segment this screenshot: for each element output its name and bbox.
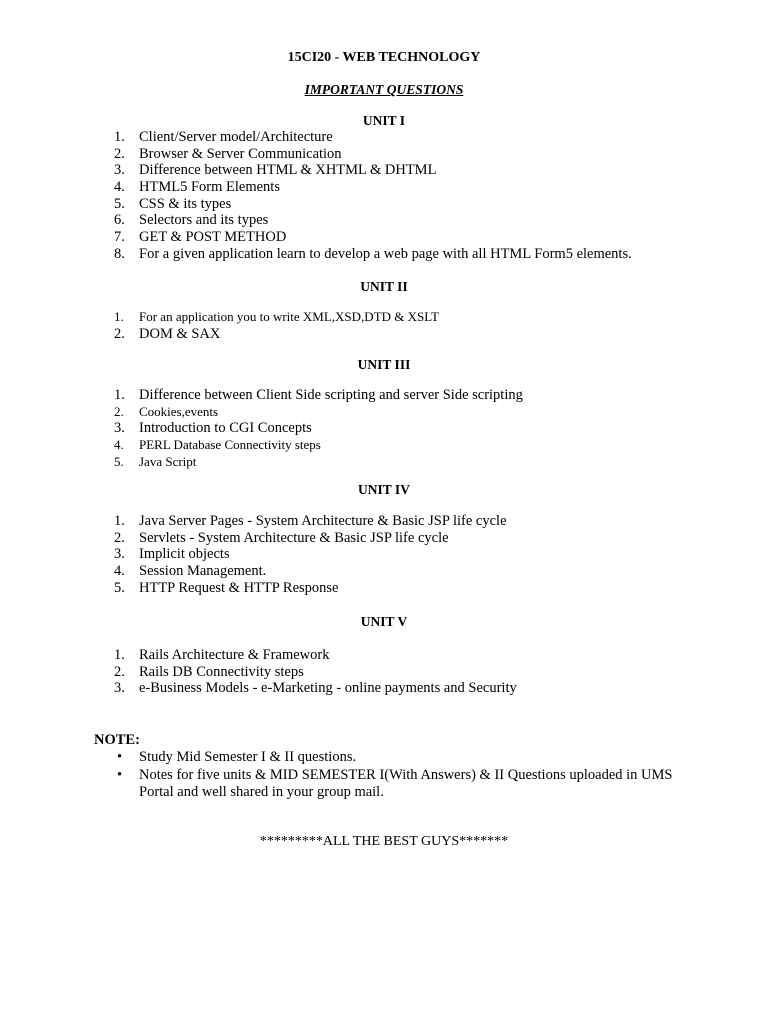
list-item: 3. Difference between HTML & XHTML & DHTML [114, 162, 437, 179]
list-item [108, 749, 679, 766]
closing-message: *********ALL THE BEST GUYS******* [259, 834, 509, 849]
question-text: Introduction to CGI Concepts [139, 420, 312, 437]
document-subtitle: IMPORTANT QUESTIONS [304, 82, 464, 97]
question-text: Session Management. [139, 563, 267, 580]
unit-3-question-list [108, 387, 523, 470]
list-item: 3. e-Business Models - e-Marketing - online payments and Security [114, 680, 517, 697]
question-text: e-Business Models - e-Marketing - online payments and Security [139, 680, 517, 697]
list-item: 5. HTTP Request & HTTP Response [114, 579, 339, 596]
list-item: 5. CSS & its types [114, 195, 232, 212]
question-text: Java Script [139, 453, 197, 469]
unit-4-question-list [108, 513, 507, 596]
question-text: For a given application learn to develop a web page with all HTML Form5 elements. [139, 245, 632, 262]
question-text: HTTP Request & HTTP Response [139, 579, 339, 596]
list-item: 4. PERL Database Connectivity steps [114, 437, 321, 453]
list-item: 2. Browser & Server Communication [114, 145, 342, 162]
list-item: 4. HTML5 Form Elements [114, 179, 280, 196]
list-item: 2. Cookies,events [114, 403, 219, 419]
list-item: 2. Servlets - System Architecture & Basic JSP life cycle [114, 529, 449, 546]
list-item [108, 767, 679, 801]
question-text: Client/Server model/Architecture [139, 129, 333, 145]
list-item: 1. Difference between Client Side scripting and server Side scripting [114, 387, 523, 403]
document-title: 15CI20 - WEB TECHNOLOGY [287, 50, 481, 65]
list-item: 3. Implicit objects [114, 546, 230, 563]
note-text: Study Mid Semester I & II questions. [139, 749, 357, 765]
unit-1-heading: UNIT I [362, 113, 406, 128]
list-item: 7. GET & POST METHOD [114, 229, 287, 246]
question-text: For an application you to write XML,XSD,DTD & XSLT [139, 309, 439, 324]
list-item: 3. Introduction to CGI Concepts [114, 420, 312, 437]
list-item: 8. For a given application learn to develop a web page with all HTML Form5 elements. [114, 245, 632, 262]
note-label: NOTE: [94, 732, 140, 748]
list-item: 1. Rails Architecture & Framework [114, 647, 330, 663]
note-text: Notes for five units & MID SEMESTER I(With Answers) & II Questions uploaded in UMS Portal and well shared in your group mail. [139, 767, 673, 800]
list-item: 5. Java Script [114, 453, 197, 469]
question-text: Rails Architecture & Framework [139, 647, 330, 663]
list-item: 1. For an application you to write XML,XSD,DTD & XSLT [114, 309, 439, 324]
question-text: Difference between Client Side scripting and server Side scripting [139, 387, 523, 403]
list-item: 1. Client/Server model/Architecture [114, 129, 333, 145]
unit-5-question-list [108, 647, 517, 697]
question-text: Rails DB Connectivity steps [139, 663, 304, 680]
question-text: DOM & SAX [139, 325, 221, 342]
unit-2-question-list [108, 309, 439, 342]
list-item: 6. Selectors and its types [114, 212, 269, 229]
question-text: Implicit objects [139, 546, 230, 563]
question-text: Cookies,events [139, 403, 219, 419]
unit-5-heading: UNIT V [360, 614, 408, 629]
list-item: 2. Rails DB Connectivity steps [114, 663, 304, 680]
question-text: Java Server Pages - System Architecture & Basic JSP life cycle [139, 513, 507, 529]
unit-1-question-list [108, 129, 632, 263]
question-text: HTML5 Form Elements [139, 179, 280, 196]
list-item: 4. Session Management. [114, 563, 267, 580]
list-item: 1. Java Server Pages - System Architecture & Basic JSP life cycle [114, 513, 507, 529]
bullet-icon: • [117, 749, 123, 765]
question-text: Difference between HTML & XHTML & DHTML [139, 162, 437, 179]
question-text: Selectors and its types [139, 212, 269, 229]
bullet-icon: • [117, 767, 123, 783]
question-text: GET & POST METHOD [139, 229, 287, 246]
question-text: PERL Database Connectivity steps [139, 437, 321, 453]
question-text: CSS & its types [139, 195, 232, 212]
note-list [108, 749, 679, 802]
list-item: 2. DOM & SAX [114, 325, 221, 342]
unit-3-heading: UNIT III [357, 357, 411, 372]
unit-4-heading: UNIT IV [358, 482, 410, 497]
question-text: Servlets - System Architecture & Basic JSP life cycle [139, 529, 449, 546]
unit-2-heading: UNIT II [360, 279, 408, 294]
question-text: Browser & Server Communication [139, 145, 342, 162]
